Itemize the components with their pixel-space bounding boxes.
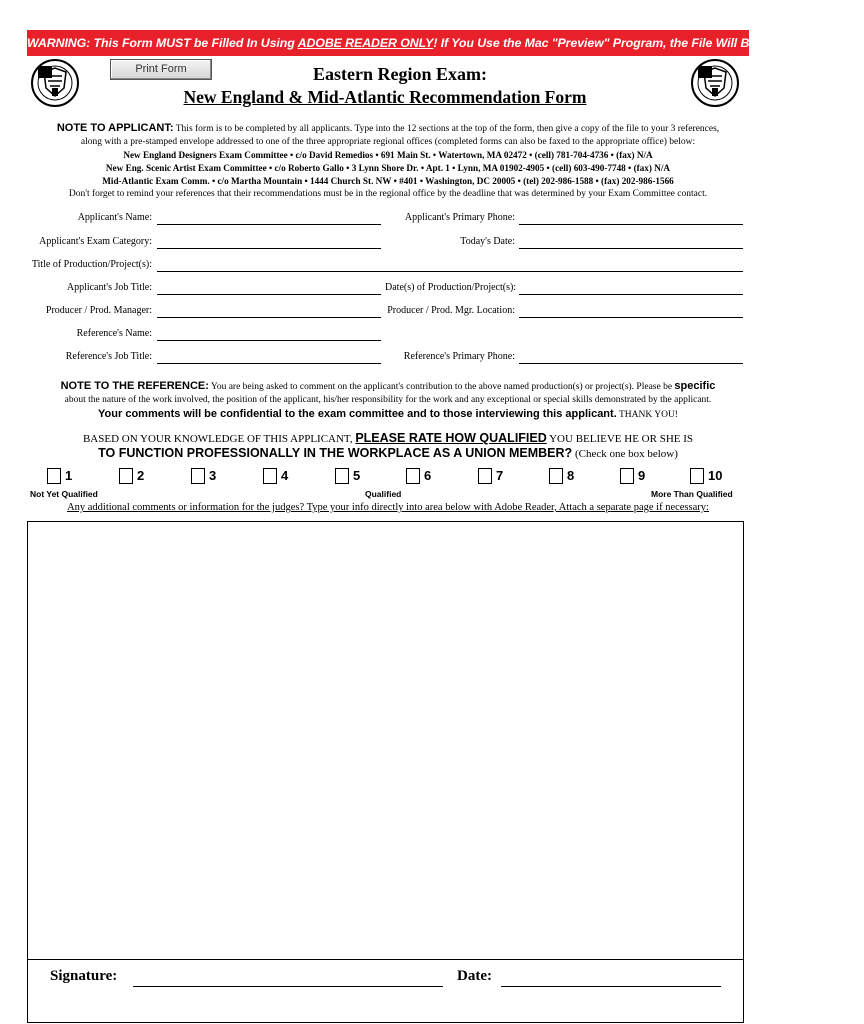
job-title-label: Applicant's Job Title: — [66, 282, 152, 293]
reference-name-field[interactable] — [157, 328, 381, 341]
rating-number-10: 10 — [708, 468, 723, 483]
rating-checkbox-2[interactable] — [119, 468, 133, 484]
applicant-note-text1: This form is to be completed by all applicants. Type into the 12 sections at the top of the form, then give a copy of the file to your 3 references, — [173, 124, 720, 134]
applicant-name-label: Applicant's Name: — [77, 212, 152, 223]
reference-job-title-field[interactable] — [157, 351, 381, 364]
rating-checkbox-10[interactable] — [690, 468, 704, 484]
primary-phone-field[interactable] — [519, 212, 743, 225]
date-label: Date: — [457, 968, 492, 984]
office-mid-atlantic: Mid-Atlantic Exam Comm. • c/o Martha Mountain • 1444 Church St. NW • #401 • Washington, DC 20005 • (tel) 202-986-1588 • (fax) 202-986-1566 — [102, 176, 674, 186]
reference-name-label: Reference's Name: — [76, 328, 152, 339]
rating-checkbox-5[interactable] — [335, 468, 349, 484]
production-title-field[interactable] — [157, 259, 743, 272]
rating-number-5: 5 — [353, 468, 361, 483]
comments-prompt: Any additional comments or information for the judges? Type your info directly into area below with Adobe Reader, Attach a separate page if necessary: — [67, 502, 709, 513]
reference-note-confidential: Your comments will be confidential to the exam committee and to those interviewing this applicant. — [98, 408, 617, 420]
rating-prompt-pre: BASED ON YOUR KNOWLEDGE OF THIS APPLICANT, — [82, 433, 356, 445]
form-title-line1: Eastern Region Exam: — [313, 64, 487, 84]
job-title-field[interactable] — [157, 282, 381, 295]
rating-prompt-line2 — [30, 446, 746, 460]
reference-job-title-label: Reference's Job Title: — [65, 351, 152, 362]
applicant-note-reminder: Don't forget to remind your references that their recommendations must be in the regional office by the deadline that was determined by your Exam Committee contact. — [68, 189, 708, 199]
rating-number-8: 8 — [567, 468, 575, 483]
rating-checkbox-9[interactable] — [620, 468, 634, 484]
reference-note-specific: specific — [674, 380, 716, 392]
rating-prompt-question: TO FUNCTION PROFESSIONALLY IN THE WORKPLACE AS A UNION MEMBER? — [98, 446, 573, 460]
rating-number-4: 4 — [281, 468, 289, 483]
exam-category-label: Applicant's Exam Category: — [39, 236, 152, 247]
production-title-label: Title of Production/Project(s): — [31, 259, 152, 270]
scale-label-low: Not Yet Qualified — [30, 489, 98, 499]
union-seal-right-icon — [690, 58, 740, 108]
todays-date-field[interactable] — [519, 236, 743, 249]
form-title-line2: New England & Mid-Atlantic Recommendation Form — [183, 87, 587, 107]
office-new-england-designers: New England Designers Exam Committee • c/o David Remedios • 691 Main St. • Watertown, MA 02472 • (cell) 781-704-4736 • (fax) N/A — [123, 150, 653, 160]
rating-checkbox-1[interactable] — [47, 468, 61, 484]
rating-prompt-emphasis: PLEASE RATE HOW QUALIFIED — [355, 431, 547, 445]
prod-location-field[interactable] — [519, 305, 743, 318]
primary-phone-label: Applicant's Primary Phone: — [404, 212, 515, 223]
rating-number-9: 9 — [638, 468, 646, 483]
signature-label: Signature: — [50, 968, 118, 984]
rating-number-2: 2 — [137, 468, 145, 483]
rating-number-1: 1 — [65, 468, 73, 483]
warning-text-underlined: ADOBE READER ONLY — [297, 36, 434, 50]
scale-label-high: More Than Qualified — [651, 489, 733, 499]
reference-phone-label: Reference's Primary Phone: — [403, 351, 515, 362]
reference-phone-field[interactable] — [519, 351, 743, 364]
producer-label: Producer / Prod. Manager: — [45, 305, 152, 316]
rating-number-3: 3 — [209, 468, 217, 483]
reference-note — [30, 380, 746, 422]
signature-field[interactable] — [133, 986, 443, 987]
warning-text-part1: WARNING: This Form MUST be Filled In Using — [27, 36, 298, 50]
date-field[interactable] — [501, 986, 721, 987]
print-form-button[interactable]: Print Form — [110, 59, 212, 80]
office-new-england-scenic: New Eng. Scenic Artist Exam Committee • c/o Roberto Gallo • 3 Lynn Shore Dr. • Apt. 1 • Lynn, MA 01902-4905 • (cell) 603-490-7748 • (fax) N/A — [105, 163, 671, 173]
reference-note-lead: NOTE TO THE REFERENCE: — [60, 380, 209, 392]
rating-number-7: 7 — [496, 468, 504, 483]
rating-prompt-post: YOU BELIEVE HE OR SHE IS — [546, 433, 694, 445]
production-dates-field[interactable] — [519, 282, 743, 295]
applicant-note — [30, 122, 746, 201]
applicant-note-lead: NOTE TO APPLICANT: — [56, 122, 174, 134]
comments-textarea[interactable] — [27, 521, 744, 960]
exam-category-field[interactable] — [157, 236, 381, 249]
reference-note-thanks: THANK YOU! — [616, 410, 678, 420]
rating-number-6: 6 — [424, 468, 432, 483]
warning-banner — [27, 30, 864, 56]
production-dates-label: Date(s) of Production/Project(s): — [385, 282, 517, 293]
reference-note-text1: You are being asked to comment on the applicant's contribution to the above named production(s) or project(s). Please be — [208, 382, 675, 392]
prod-location-label: Producer / Prod. Mgr. Location: — [387, 305, 515, 316]
producer-field[interactable] — [157, 305, 381, 318]
union-seal-left-icon — [30, 58, 80, 108]
warning-text-part2: ! If You Use the Mac "Preview" Program, the File Will Become UNUSABLE! — [433, 36, 864, 50]
todays-date-label: Today's Date: — [460, 236, 515, 247]
rating-checkbox-6[interactable] — [406, 468, 420, 484]
rating-checkbox-4[interactable] — [263, 468, 277, 484]
rating-checkbox-7[interactable] — [478, 468, 492, 484]
rating-prompt-line1 — [30, 431, 746, 445]
rating-checkbox-8[interactable] — [549, 468, 563, 484]
reference-note-text2: about the nature of the work involved, the position of the applicant, his/her responsibility for the work and any exceptional or special skills demonstrated by the applicant. — [64, 394, 712, 405]
signature-section — [27, 958, 744, 1023]
applicant-name-field[interactable] — [157, 212, 381, 225]
applicant-note-text2: along with a pre-stamped envelope addressed to one of the three appropriate regional offices (completed forms can also be faxed to the appropriate office) below: — [80, 137, 696, 147]
scale-label-mid: Qualified — [365, 489, 402, 499]
rating-prompt-instruction: (Check one box below) — [572, 448, 678, 460]
rating-checkbox-3[interactable] — [191, 468, 205, 484]
